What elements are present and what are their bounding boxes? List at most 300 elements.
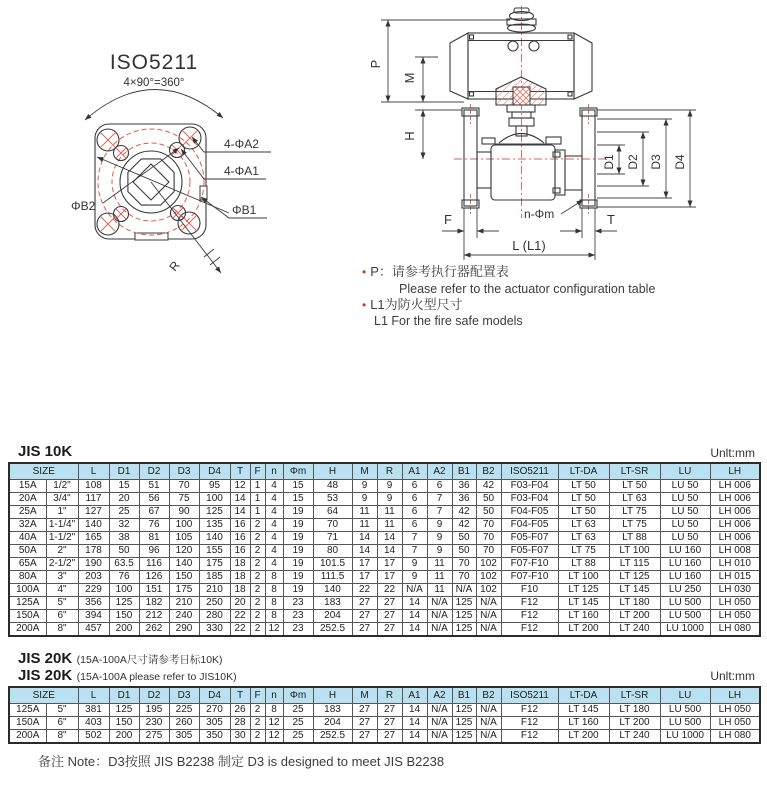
table-cell: 30 — [230, 730, 250, 744]
table-cell: N/A — [476, 704, 501, 717]
table-cell: 9 — [402, 558, 427, 571]
table-cell: 2 — [250, 584, 265, 597]
table-cell: LT 50 — [609, 480, 660, 493]
column-header: LT-DA — [558, 463, 609, 480]
dim-label-h: H — [402, 131, 417, 141]
column-header: L — [78, 463, 109, 480]
table-cell: 356 — [78, 597, 109, 610]
table-cell: LT 200 — [558, 623, 609, 637]
table-cell: 457 — [78, 623, 109, 637]
table-cell: LU 1000 — [660, 730, 710, 744]
table-cell: 19 — [283, 519, 313, 532]
table-cell: 50 — [452, 545, 476, 558]
table-row — [9, 610, 760, 623]
table-cell: 125A — [9, 704, 46, 717]
table-cell: 12 — [265, 717, 283, 730]
table-cell: F07-F10 — [501, 558, 558, 571]
table-cell: N/A — [427, 623, 452, 637]
table-cell: 14 — [402, 610, 427, 623]
table-cell: 27 — [352, 730, 377, 744]
table-cell: N/A — [476, 610, 501, 623]
table-cell: 4 — [265, 519, 283, 532]
table-cell: 27 — [377, 704, 402, 717]
table-cell: LT 145 — [558, 704, 609, 717]
table-cell: 51 — [139, 480, 169, 493]
table-cell: LH 050 — [710, 597, 760, 610]
column-header: M — [352, 687, 377, 704]
table-cell: 12 — [265, 623, 283, 637]
table-cell: 6" — [46, 610, 78, 623]
table-cell: 27 — [377, 717, 402, 730]
table-cell: 260 — [169, 717, 199, 730]
table-cell: 80 — [313, 545, 352, 558]
table-cell: F04-F05 — [501, 519, 558, 532]
table-cell: 4 — [265, 558, 283, 571]
table-cell: 305 — [199, 717, 230, 730]
dim-label-d1: D1 — [602, 154, 616, 170]
table-cell: LT 145 — [609, 584, 660, 597]
table-cell: 23 — [283, 623, 313, 637]
table-cell: 275 — [139, 730, 169, 744]
jis20k-title-en — [18, 667, 237, 685]
table-cell: 1 — [250, 506, 265, 519]
table-cell: LH 006 — [710, 480, 760, 493]
note-p-en: Please refer to the actuator configuration table — [399, 281, 656, 296]
table-cell: 8 — [265, 610, 283, 623]
table-cell: N/A — [402, 584, 427, 597]
column-header: F — [250, 687, 265, 704]
table-cell: 100 — [109, 584, 139, 597]
flange-title: ISO5211 — [109, 51, 199, 74]
table-cell: 19 — [283, 545, 313, 558]
note-l1-en: L1 For the fire safe models — [374, 314, 523, 329]
table-cell: 125 — [452, 717, 476, 730]
table-cell: LT 88 — [609, 532, 660, 545]
table-cell: F12 — [501, 597, 558, 610]
table-cell: 40A — [9, 532, 46, 545]
table-cell: LU 500 — [660, 597, 710, 610]
table-cell: 2 — [250, 717, 265, 730]
table-cell: 150A — [9, 610, 46, 623]
table-cell: 195 — [139, 704, 169, 717]
table-cell: 81 — [139, 532, 169, 545]
table-cell: 50 — [109, 545, 139, 558]
table-cell: 42 — [452, 519, 476, 532]
table-cell: 15 — [283, 493, 313, 506]
table-cell: 8" — [46, 730, 78, 744]
table-cell: 502 — [78, 730, 109, 744]
table-cell: 200A — [9, 730, 46, 744]
table-cell: 3" — [46, 571, 78, 584]
table-row — [9, 532, 760, 545]
table-cell: 56 — [139, 493, 169, 506]
table-cell: 182 — [139, 597, 169, 610]
table-cell: 27 — [377, 610, 402, 623]
dim-label-l: L (L1) — [512, 238, 546, 253]
column-header: n — [265, 463, 283, 480]
table-cell: 9 — [427, 519, 452, 532]
table-cell: 183 — [313, 704, 352, 717]
table-cell: LT 63 — [609, 493, 660, 506]
table-cell: F05-F07 — [501, 545, 558, 558]
column-header: LT-SR — [609, 463, 660, 480]
column-header: LH — [710, 463, 760, 480]
table-cell: 14 — [352, 532, 377, 545]
table-cell: 14 — [402, 717, 427, 730]
table-cell: 22 — [352, 584, 377, 597]
column-header: ISO5211 — [501, 687, 558, 704]
table-cell: 4" — [46, 584, 78, 597]
table-cell: 2 — [250, 623, 265, 637]
table-cell: 14 — [377, 545, 402, 558]
table-row — [9, 571, 760, 584]
column-header: D1 — [109, 463, 139, 480]
table-cell: 95 — [199, 480, 230, 493]
table-cell: 14 — [377, 532, 402, 545]
table-cell: LH 050 — [710, 610, 760, 623]
table-row — [9, 584, 760, 597]
table-cell: 25 — [283, 730, 313, 744]
table-cell: LT 200 — [558, 730, 609, 744]
column-header: R — [377, 687, 402, 704]
table-cell: 19 — [283, 532, 313, 545]
table-cell: 17 — [377, 558, 402, 571]
column-header: D3 — [169, 463, 199, 480]
table-cell: 42 — [476, 480, 501, 493]
table-cell: 2 — [250, 558, 265, 571]
table-cell: 18 — [230, 584, 250, 597]
table-cell: 7 — [402, 532, 427, 545]
jis20k-title-cn — [18, 650, 223, 668]
valve-actuator-drawing — [358, 2, 760, 264]
flange-label-b2: ΦB2 — [71, 199, 96, 213]
table-cell: F12 — [501, 610, 558, 623]
table-cell: 76 — [139, 519, 169, 532]
table-cell: LT 88 — [558, 558, 609, 571]
jis20k-title: JIS 20K — [18, 650, 73, 667]
table-cell: 125 — [109, 704, 139, 717]
table-cell: 27 — [377, 623, 402, 637]
table-cell: LT 160 — [558, 610, 609, 623]
table-cell: 394 — [78, 610, 109, 623]
table-cell: 4 — [265, 545, 283, 558]
flange-label-a2: 4-ΦA2 — [224, 137, 259, 151]
table-cell: 14 — [230, 506, 250, 519]
table-row — [9, 597, 760, 610]
table-cell: F12 — [501, 730, 558, 744]
column-header: SIZE — [9, 463, 78, 480]
table-cell: F03-F04 — [501, 493, 558, 506]
note-l1-cn — [362, 297, 712, 314]
column-header: LT-DA — [558, 687, 609, 704]
table-cell: LT 75 — [609, 519, 660, 532]
table-cell: 185 — [199, 571, 230, 584]
table-cell: LT 145 — [558, 597, 609, 610]
table-cell: F03-F04 — [501, 480, 558, 493]
table-cell: LH 010 — [710, 558, 760, 571]
column-header: LT-SR — [609, 687, 660, 704]
table-cell: F12 — [501, 717, 558, 730]
table-cell: 252.5 — [313, 623, 352, 637]
table-cell: 120 — [169, 545, 199, 558]
table-cell: 9 — [352, 493, 377, 506]
jis10k-title: JIS 10K — [18, 443, 73, 460]
table-cell: 19 — [283, 506, 313, 519]
table-cell: 25 — [109, 506, 139, 519]
table-cell: 175 — [199, 558, 230, 571]
unit-label: Unlt:mm — [710, 446, 755, 460]
table-cell: 4 — [265, 532, 283, 545]
table-cell: 126 — [139, 571, 169, 584]
column-header: n — [265, 687, 283, 704]
table-cell: 14 — [402, 597, 427, 610]
table-cell: 70 — [476, 545, 501, 558]
table-cell: F05-F07 — [501, 532, 558, 545]
table-cell: 27 — [352, 597, 377, 610]
table-cell: 27 — [377, 730, 402, 744]
table-cell: 70 — [452, 558, 476, 571]
table-cell: 90 — [169, 506, 199, 519]
table-cell: 38 — [109, 532, 139, 545]
table-row — [9, 558, 760, 571]
table-cell: LT 125 — [558, 584, 609, 597]
column-header: A2 — [427, 687, 452, 704]
table-cell: LT 63 — [558, 519, 609, 532]
table-cell: 19 — [283, 558, 313, 571]
table-cell: 305 — [169, 730, 199, 744]
table-cell: 67 — [139, 506, 169, 519]
table-cell: 7 — [427, 493, 452, 506]
dim-label-nm: n-Φm — [524, 207, 555, 221]
table-cell: N/A — [427, 704, 452, 717]
table-cell: 140 — [313, 584, 352, 597]
table-cell: 150 — [109, 717, 139, 730]
table-cell: 135 — [199, 519, 230, 532]
table-cell: LU 500 — [660, 704, 710, 717]
table-cell: 27 — [377, 597, 402, 610]
column-header: H — [313, 687, 352, 704]
table-cell: LT 50 — [558, 480, 609, 493]
table-cell: 204 — [313, 717, 352, 730]
table-cell: 101.5 — [313, 558, 352, 571]
table-cell: 18 — [230, 558, 250, 571]
column-header: D4 — [199, 463, 230, 480]
table-cell: LT 115 — [609, 558, 660, 571]
table-cell: 71 — [313, 532, 352, 545]
unit-label: Unlt:mm — [710, 669, 755, 683]
table-cell: LH 030 — [710, 584, 760, 597]
table-row — [9, 506, 760, 519]
table-row — [9, 519, 760, 532]
table-cell: 200A — [9, 623, 46, 637]
table-cell: 190 — [78, 558, 109, 571]
iso5211-flange-diagram — [58, 36, 360, 284]
table-cell: 100A — [9, 584, 46, 597]
table-cell: 22 — [230, 610, 250, 623]
table-cell: 11 — [427, 558, 452, 571]
table-cell: LU 50 — [660, 480, 710, 493]
table-cell: 11 — [377, 506, 402, 519]
table-cell: 53 — [313, 493, 352, 506]
table-cell: 70 — [476, 532, 501, 545]
table-cell: 4 — [265, 493, 283, 506]
table-cell: 2 — [250, 532, 265, 545]
flange-label-a1: 4-ΦA1 — [224, 164, 259, 178]
column-header: Φm — [283, 463, 313, 480]
table-cell: LH 050 — [710, 704, 760, 717]
table-row — [9, 493, 760, 506]
table-cell: LT 100 — [609, 545, 660, 558]
table-cell: 25 — [283, 717, 313, 730]
dim-label-m: M — [402, 72, 417, 84]
table-cell: 127 — [78, 506, 109, 519]
table-cell: 64 — [313, 506, 352, 519]
table-cell: 4 — [265, 480, 283, 493]
table-cell: 17 — [352, 571, 377, 584]
header-row — [9, 687, 760, 704]
table-cell: 12 — [230, 480, 250, 493]
table-cell: 1 — [250, 493, 265, 506]
table-cell: 330 — [199, 623, 230, 637]
table-cell: 48 — [313, 480, 352, 493]
table-cell: LU 160 — [660, 571, 710, 584]
note-p-cn — [362, 264, 712, 281]
table-cell: 11 — [352, 519, 377, 532]
table-cell: 200 — [109, 730, 139, 744]
table-cell: 140 — [169, 558, 199, 571]
table-cell: 125 — [109, 597, 139, 610]
flange-angle-label: 4×90°=360° — [123, 77, 185, 89]
table-cell: 1/2" — [46, 480, 78, 493]
table-cell: 14 — [402, 623, 427, 637]
flange-label-r: R — [166, 258, 183, 274]
table-cell: 105 — [169, 532, 199, 545]
column-header: D4 — [199, 687, 230, 704]
column-header: LU — [660, 687, 710, 704]
table-cell: 2-1/2" — [46, 558, 78, 571]
table-cell: LT 100 — [558, 571, 609, 584]
table-cell: 14 — [402, 730, 427, 744]
table-cell: LH 006 — [710, 519, 760, 532]
jis20k-note-cn: (15A-100A尺寸请参考日标10K) — [76, 654, 223, 666]
table-row — [9, 717, 760, 730]
column-header: T — [230, 687, 250, 704]
table-cell: 200 — [109, 623, 139, 637]
table-cell: 27 — [352, 717, 377, 730]
table-cell: 6 — [402, 493, 427, 506]
table-cell: 4 — [265, 506, 283, 519]
table-cell: 9 — [377, 480, 402, 493]
table-cell: LT 240 — [609, 623, 660, 637]
table-cell: 250 — [199, 597, 230, 610]
table-cell: 150 — [169, 571, 199, 584]
red-bullet-icon: • — [362, 297, 367, 312]
table-cell: 140 — [78, 519, 109, 532]
table-cell: 165 — [78, 532, 109, 545]
table-cell: 50A — [9, 545, 46, 558]
table-cell: N/A — [427, 597, 452, 610]
header-row — [9, 463, 760, 480]
table-cell: 12 — [265, 730, 283, 744]
table-cell: 1" — [46, 506, 78, 519]
column-header: L — [78, 687, 109, 704]
table-cell: LT 200 — [609, 717, 660, 730]
table-cell: 9 — [427, 532, 452, 545]
table-cell: F12 — [501, 623, 558, 637]
table-cell: LT 63 — [558, 532, 609, 545]
jis10k-table — [8, 462, 761, 637]
table-cell: 230 — [139, 717, 169, 730]
table-cell: 20A — [9, 493, 46, 506]
table-cell: 403 — [78, 717, 109, 730]
table-cell: LU 160 — [660, 545, 710, 558]
table-cell: 9 — [427, 545, 452, 558]
table-cell: 102 — [476, 571, 501, 584]
column-header: B2 — [476, 687, 501, 704]
table-cell: 6 — [427, 480, 452, 493]
table-cell: LH 006 — [710, 493, 760, 506]
table-cell: 9 — [377, 493, 402, 506]
column-header: LU — [660, 463, 710, 480]
table-cell: 70 — [169, 480, 199, 493]
table-cell: 28 — [230, 717, 250, 730]
table-cell: 7 — [402, 545, 427, 558]
table-cell: 2" — [46, 545, 78, 558]
table-cell: N/A — [427, 730, 452, 744]
table-cell: 7 — [427, 506, 452, 519]
table-cell: 25A — [9, 506, 46, 519]
table-cell: 210 — [169, 597, 199, 610]
table-cell: 22 — [230, 623, 250, 637]
table-cell: LH 080 — [710, 623, 760, 637]
dim-label-p: P — [368, 59, 383, 69]
table-cell: 229 — [78, 584, 109, 597]
table-cell: LT 50 — [558, 506, 609, 519]
column-header: A1 — [402, 687, 427, 704]
table-cell: 1-1/2" — [46, 532, 78, 545]
dim-label-d4: D4 — [673, 154, 687, 170]
table-cell: N/A — [452, 584, 476, 597]
jis20k-note-en: (15A-100A please refer to JIS10K) — [76, 671, 237, 683]
table-cell: 23 — [283, 610, 313, 623]
table-cell: 42 — [452, 506, 476, 519]
table-cell: F04-F05 — [501, 506, 558, 519]
note-l1-cn-text: L1为防火型尺寸 — [370, 296, 463, 312]
table-cell: 17 — [377, 571, 402, 584]
table-cell: LU 50 — [660, 506, 710, 519]
table-cell: 212 — [139, 610, 169, 623]
table-cell: 23 — [283, 597, 313, 610]
red-bullet-icon: • — [362, 265, 367, 279]
note-p-cn-text: P：请参考执行器配置表 — [370, 264, 509, 279]
column-header: D1 — [109, 687, 139, 704]
table-cell: 15 — [109, 480, 139, 493]
table-cell: 240 — [169, 610, 199, 623]
table-cell: 125 — [452, 623, 476, 637]
table-cell: LT 160 — [558, 717, 609, 730]
table-cell: 96 — [139, 545, 169, 558]
table-cell: 8 — [265, 597, 283, 610]
table-cell: 150 — [109, 610, 139, 623]
table-cell: LT 125 — [609, 571, 660, 584]
table-cell: 16 — [230, 545, 250, 558]
table-cell: 14 — [230, 493, 250, 506]
table-cell: 75 — [169, 493, 199, 506]
table-cell: 2 — [250, 545, 265, 558]
table-cell: LU 50 — [660, 493, 710, 506]
dim-label-f: F — [444, 212, 452, 227]
table-cell: 280 — [199, 610, 230, 623]
